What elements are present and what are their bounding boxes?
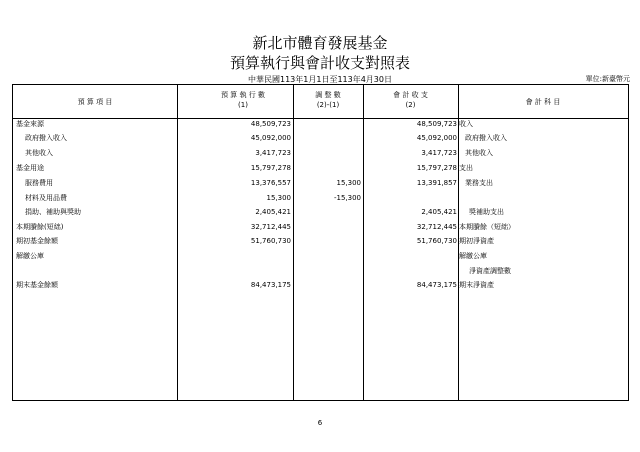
row-acct: 51,760,730 — [416, 237, 457, 245]
row-acct-item: 獎補助支出 — [469, 208, 504, 216]
row-acct-item: 其他收入 — [465, 149, 493, 157]
row-acct — [363, 265, 457, 277]
row-acct-item: 淨資產調整數 — [469, 267, 511, 275]
header-budget-exec-sub: (1) — [238, 101, 248, 109]
row-adjust — [293, 206, 361, 218]
row-acct-item: 政府撥入收入 — [465, 134, 507, 142]
row-adjust — [293, 265, 361, 277]
row-acct: 32,712,445 — [416, 223, 457, 231]
row-budget: 15,797,278 — [250, 164, 291, 172]
row-adjust — [293, 250, 361, 262]
row-item: 其他收入 — [25, 149, 53, 157]
row-item: 期初基金餘額 — [16, 237, 58, 245]
row-budget: 2,405,421 — [255, 208, 291, 216]
row-budget: 51,760,730 — [250, 237, 291, 245]
header-accounting: 會 計 收 支 — [393, 91, 428, 99]
row-budget: 32,712,445 — [250, 223, 291, 231]
row-item: 本期賸餘(短絀) — [16, 223, 64, 231]
row-acct: 45,092,000 — [416, 134, 457, 142]
row-item: 材料及用品費 — [25, 194, 67, 202]
row-acct — [363, 192, 457, 204]
row-acct: 13,391,857 — [416, 179, 457, 187]
row-adjust — [293, 235, 361, 247]
header-adjustment-sub: (2)-(1) — [316, 101, 340, 109]
row-adjust — [293, 162, 361, 174]
row-adjust: -15,300 — [333, 194, 361, 202]
row-acct-item: 收入 — [459, 120, 473, 128]
row-acct-item: 期初淨資產 — [459, 237, 494, 245]
row-item: 基金用途 — [16, 164, 44, 172]
row-acct: 15,797,278 — [416, 164, 457, 172]
row-budget — [177, 250, 291, 262]
row-acct-item: 期末淨資產 — [459, 281, 494, 289]
row-adjust — [293, 132, 361, 144]
header-adjustment: 調 整 數 — [315, 91, 341, 99]
currency-unit: 單位:新臺幣元 — [585, 75, 630, 83]
report-title: 預算執行與會計收支對照表 — [229, 54, 410, 72]
row-adjust — [293, 118, 361, 130]
row-item: 期末基金餘額 — [16, 281, 58, 289]
row-acct-item: 支出 — [459, 164, 473, 172]
row-budget: 13,376,557 — [250, 179, 291, 187]
row-acct-item: 業務支出 — [465, 179, 493, 187]
header-budget-item: 預 算 項 目 — [77, 98, 113, 106]
row-acct — [363, 250, 457, 262]
row-budget: 45,092,000 — [250, 134, 291, 142]
reconciliation-table — [12, 84, 629, 401]
row-adjust — [293, 279, 361, 291]
table-header — [13, 85, 628, 119]
row-item: 政府撥入收入 — [25, 134, 67, 142]
row-acct: 3,417,723 — [421, 149, 457, 157]
header-budget-exec: 預 算 執 行 數 — [221, 91, 265, 99]
row-budget: 48,509,723 — [250, 120, 291, 128]
row-acct: 84,473,175 — [416, 281, 457, 289]
row-adjust — [293, 147, 361, 159]
row-acct: 2,405,421 — [421, 208, 457, 216]
row-item: 服務費用 — [25, 179, 53, 187]
row-adjust: 15,300 — [336, 179, 361, 187]
row-item: 解繳公庫 — [16, 252, 44, 260]
report-org-title: 新北市體育發展基金 — [252, 34, 388, 52]
row-acct-item: 本期賸餘（短絀） — [459, 223, 515, 231]
report-period: 中華民國113年1月1日至113年4月30日 — [248, 75, 392, 84]
row-item: 捐助、補助與獎助 — [25, 208, 81, 216]
row-acct: 48,509,723 — [416, 120, 457, 128]
row-budget: 84,473,175 — [250, 281, 291, 289]
row-acct-item: 解繳公庫 — [459, 252, 487, 260]
row-item: 基金來源 — [16, 120, 44, 128]
header-account-title: 會 計 科 目 — [525, 98, 561, 106]
page-number: 6 — [317, 419, 323, 427]
row-budget: 15,300 — [266, 194, 291, 202]
row-adjust — [293, 221, 361, 233]
header-accounting-sub: (2) — [405, 101, 416, 109]
row-budget — [177, 265, 291, 277]
row-budget: 3,417,723 — [255, 149, 291, 157]
